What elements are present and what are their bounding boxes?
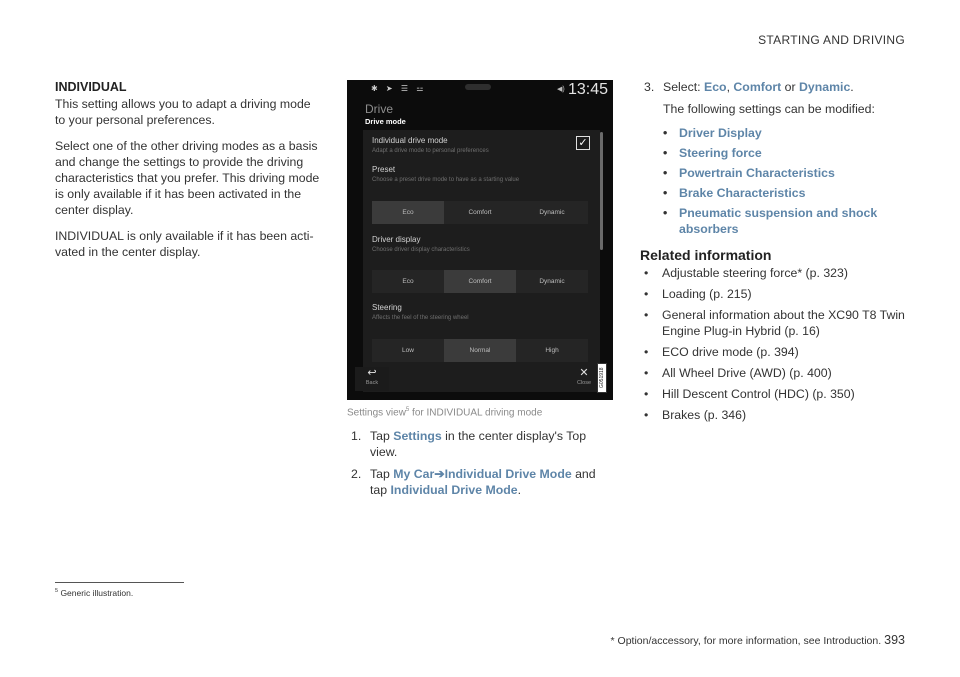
individual-mode-checkbox: ✓	[576, 136, 590, 150]
step-text: ,	[726, 80, 734, 94]
status-icons: ✱ ➤ ☰ ⚍	[371, 84, 427, 93]
driver-display-selector	[372, 270, 588, 293]
figure-caption	[347, 407, 542, 418]
intro-paragraph-1: This setting allows you to adapt a driving mode to your personal preferences.	[55, 97, 311, 127]
preset-selector	[372, 201, 588, 224]
step-3-detail: The following settings can be modified:	[663, 102, 875, 116]
setting-title: Steering	[372, 303, 402, 312]
related-info-heading: Related information	[640, 247, 772, 263]
screen-title: Drive	[365, 102, 394, 116]
top-view-handle	[465, 84, 491, 90]
option-button: Eco	[372, 201, 444, 224]
scrollbar	[600, 132, 603, 250]
step-text: .	[517, 483, 522, 497]
setting-title: Individual drive mode	[372, 136, 448, 145]
step-text: and tap	[370, 467, 596, 497]
footnote-divider	[55, 582, 184, 583]
status-bar	[347, 80, 613, 100]
page-number: 393	[884, 633, 905, 647]
caption-text: Settings view	[347, 407, 406, 419]
setting-description: Choose a preset drive mode to have as a starting value	[372, 177, 520, 183]
footnote-ref: 5	[405, 407, 410, 413]
setting-description: Adapt a drive mode to personal preferences	[372, 148, 489, 154]
close-button	[569, 367, 599, 391]
footnote	[55, 588, 133, 598]
right-column	[640, 79, 910, 428]
screen-subtitle: Drive mode	[365, 117, 406, 126]
step-1	[347, 428, 613, 460]
arrow-right-icon: ➔	[434, 467, 445, 481]
intro-paragraph-2: Select one of the other driving modes as a basis and change the settings to provide the driving characteristics that you prefer. This driving mode is only available if it has been activated in the center display.	[55, 139, 320, 217]
related-link[interactable]: • All Wheel Drive (AWD) (p. 400)	[640, 365, 910, 381]
back-label: Back	[365, 380, 379, 386]
step-text: Tap	[370, 467, 394, 481]
step-text: or	[781, 80, 800, 94]
related-link[interactable]: • Loading (p. 215)	[640, 286, 910, 302]
option-button: Low	[372, 339, 444, 362]
step-2	[347, 466, 613, 498]
close-icon: ✕	[579, 367, 589, 379]
related-link[interactable]: • Hill Descent Control (HDC) (p. 350)	[640, 386, 910, 402]
list-item: • Driver Display	[663, 125, 910, 141]
individual-drive-mode-link: Individual Drive Mode	[390, 483, 518, 497]
page-footer	[611, 633, 905, 647]
my-car-link: My Car	[393, 467, 435, 481]
related-info-list	[640, 265, 910, 423]
step-number: 2.	[351, 467, 362, 481]
caption-text: for INDIVIDUAL driving mode	[409, 407, 543, 419]
list-item: • Steering force	[663, 145, 910, 161]
related-link[interactable]: • Brakes (p. 346)	[640, 407, 910, 423]
setting-description: Choose driver display characteristics	[372, 247, 470, 253]
center-display-illustration	[347, 80, 613, 400]
option-button: Normal	[444, 339, 516, 362]
list-item: • Pneumatic suspension and shock absorbers	[663, 205, 910, 237]
related-link[interactable]: • Adjustable steering force* (p. 323)	[640, 265, 910, 281]
settings-link: Settings	[393, 429, 442, 443]
steering-selector	[372, 339, 588, 362]
list-item: • Brake Characteristics	[663, 185, 910, 201]
close-label: Close	[576, 380, 592, 386]
figure-code: G051918	[597, 363, 607, 393]
related-link[interactable]: • ECO drive mode (p. 394)	[640, 344, 910, 360]
footnote-text: Generic illustration.	[60, 588, 134, 598]
option-button: Comfort	[444, 201, 516, 224]
back-arrow-icon: ↩	[367, 367, 377, 379]
intro-paragraph-3: INDIVIDUAL is only available if it has been acti-vated in the center display.	[55, 229, 314, 259]
step-3	[640, 79, 910, 95]
individual-drive-mode-link: Individual Drive Mode	[444, 467, 572, 481]
step-list	[347, 428, 613, 504]
modifiable-settings-list	[640, 125, 910, 237]
option-button: Comfort	[444, 270, 516, 293]
step-text: Tap	[370, 429, 394, 443]
setting-title: Preset	[372, 165, 396, 174]
step-text: .	[850, 80, 854, 94]
step-text: in the center display's Top view.	[370, 429, 587, 459]
section-header: STARTING AND DRIVING	[758, 33, 905, 47]
eco-option: Eco	[704, 80, 727, 94]
dynamic-option: Dynamic	[799, 80, 851, 94]
footer-note: * Option/accessory, for more information, see Introduction.	[610, 635, 882, 647]
list-item: • Powertrain Characteristics	[663, 165, 910, 181]
settings-panel	[363, 130, 600, 392]
clock: 13:45	[567, 81, 608, 98]
footnote-marker: 5	[55, 588, 59, 595]
related-link[interactable]: • General information about the XC90 T8 Twin Engine Plug-in Hybrid (p. 16)	[640, 307, 910, 339]
section-heading: INDIVIDUAL	[55, 80, 127, 94]
back-button	[355, 367, 389, 391]
option-button: High	[516, 339, 588, 362]
intro-section	[55, 79, 323, 270]
speaker-icon: ◀)	[557, 86, 565, 93]
step-text: Select:	[663, 80, 705, 94]
setting-description: Affects the feel of the steering wheel	[372, 315, 469, 321]
option-button: Dynamic	[516, 270, 588, 293]
comfort-option: Comfort	[733, 80, 782, 94]
setting-title: Driver display	[372, 235, 421, 244]
step-number: 1.	[351, 429, 362, 443]
option-button: Dynamic	[516, 201, 588, 224]
option-button: Eco	[372, 270, 444, 293]
step-number: 3.	[644, 80, 655, 94]
